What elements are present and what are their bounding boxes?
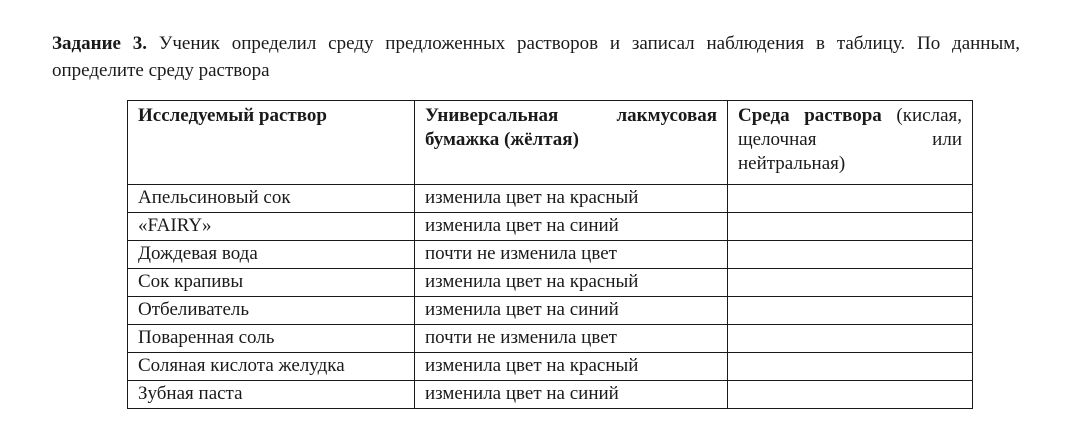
header-environment bbox=[728, 101, 973, 185]
table-row bbox=[128, 241, 973, 269]
cell-observation: почти не изменила цвет bbox=[415, 241, 728, 269]
table-row bbox=[128, 325, 973, 353]
cell-environment-answer[interactable] bbox=[728, 381, 973, 409]
header-solution: Исследуемый раствор bbox=[128, 101, 415, 185]
observations-table bbox=[127, 100, 973, 409]
cell-observation: изменила цвет на синий bbox=[415, 381, 728, 409]
header-litmus-paper: Универсальная лакмусовая бумажка (жёлтая) bbox=[415, 101, 728, 185]
cell-solution: Зубная паста bbox=[128, 381, 415, 409]
header-environment-title: Среда раствора bbox=[738, 105, 882, 126]
cell-observation: изменила цвет на красный bbox=[415, 185, 728, 213]
cell-observation: изменила цвет на синий bbox=[415, 213, 728, 241]
table-row bbox=[128, 185, 973, 213]
cell-environment-answer[interactable] bbox=[728, 213, 973, 241]
cell-environment-answer[interactable] bbox=[728, 353, 973, 381]
cell-observation: изменила цвет на красный bbox=[415, 269, 728, 297]
cell-environment-answer[interactable] bbox=[728, 325, 973, 353]
cell-environment-answer[interactable] bbox=[728, 269, 973, 297]
header-environment-note: (кислая, щелочная или нейтральная) bbox=[738, 105, 962, 174]
cell-solution: Сок крапивы bbox=[128, 269, 415, 297]
table-header-row bbox=[128, 101, 973, 185]
table-row bbox=[128, 269, 973, 297]
table-row bbox=[128, 381, 973, 409]
cell-solution: Апельсиновый сок bbox=[128, 185, 415, 213]
table-row bbox=[128, 213, 973, 241]
table-row bbox=[128, 353, 973, 381]
cell-solution: Дождевая вода bbox=[128, 241, 415, 269]
task-label: Задание 3. bbox=[52, 33, 148, 54]
cell-solution: «FAIRY» bbox=[128, 213, 415, 241]
cell-solution: Соляная кислота желудка bbox=[128, 353, 415, 381]
cell-environment-answer[interactable] bbox=[728, 241, 973, 269]
task-text: Ученик определил среду предложенных растворов и записал наблюдения в таблицу. По данным, определите среду раствора bbox=[52, 33, 1021, 81]
cell-observation: почти не изменила цвет bbox=[415, 325, 728, 353]
cell-observation: изменила цвет на красный bbox=[415, 353, 728, 381]
task-statement bbox=[52, 30, 1020, 84]
cell-environment-answer[interactable] bbox=[728, 297, 973, 325]
table-row bbox=[128, 297, 973, 325]
table-body bbox=[128, 185, 973, 409]
cell-environment-answer[interactable] bbox=[728, 185, 973, 213]
cell-solution: Отбеливатель bbox=[128, 297, 415, 325]
cell-solution: Поваренная соль bbox=[128, 325, 415, 353]
cell-observation: изменила цвет на синий bbox=[415, 297, 728, 325]
